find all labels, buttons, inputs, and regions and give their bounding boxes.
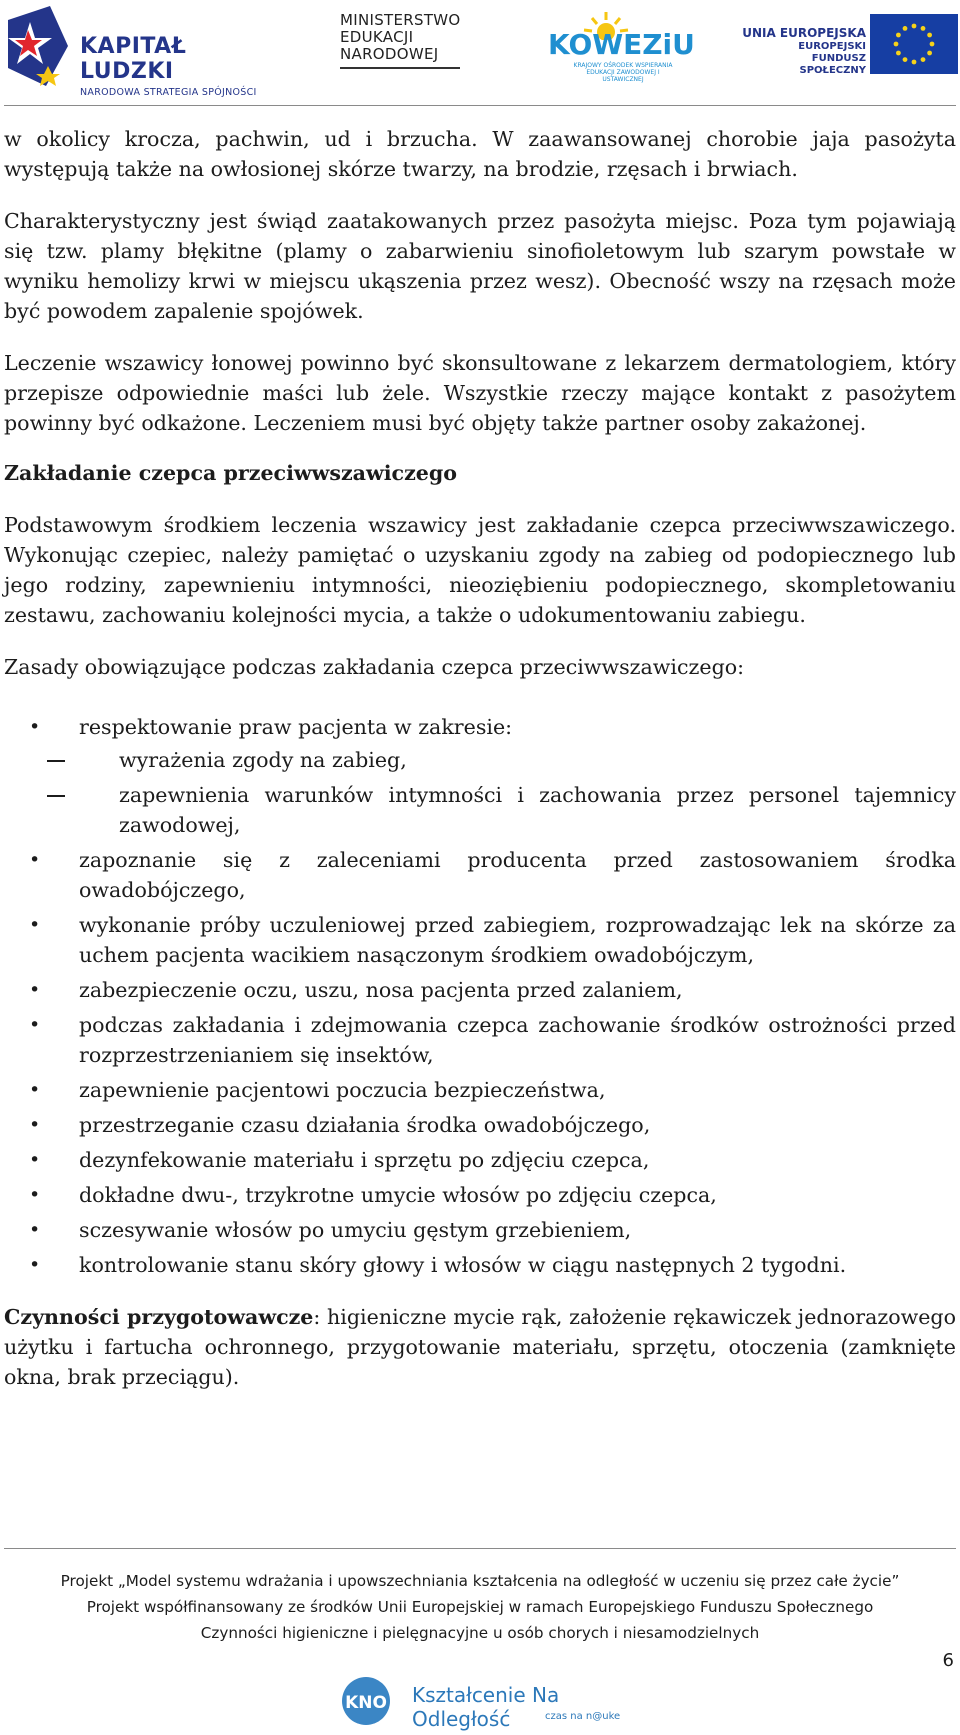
paragraph-treatment: Leczenie wszawicy łonowej powinno być skonsultowane z lekarzem dermatologiem, który przepisze odpowiednie maści lub żele. Wszystkie rzeczy mające kontakt z pasożytem powinny być odkażone. Leczeniem musi być objęty także partner osoby zakażonej. <box>4 351 956 435</box>
eu-line-3: FUNDUSZ SPOŁECZNY <box>799 53 866 76</box>
list-item <box>4 712 956 840</box>
kno-subtitle: czas na n@uke <box>545 1711 621 1722</box>
document-body <box>4 124 956 1392</box>
rules-list <box>4 712 956 1280</box>
footer-divider <box>4 1548 956 1549</box>
sublist-item: wyrażenia zgody na zabieg, <box>77 745 956 775</box>
ministerstwo-emblem-rule <box>340 67 460 69</box>
list-item: • przestrzeganie czasu działania środka owadobójczego, <box>4 1110 956 1140</box>
list-item: • podczas zakładania i zdejmowania czepca zachowanie środków ostrożności przed rozprzestrzenianiem się insektów, <box>4 1010 956 1070</box>
list-item: • dokładne dwu-, trzykrotne umycie włosów po zdjęciu czepca, <box>4 1180 956 1210</box>
eu-logo <box>742 14 958 80</box>
ministerstwo-line-3: NARODOWEJ <box>340 45 439 63</box>
ksztalcenie-na-odleglosc-logo <box>340 1675 630 1730</box>
list-item: • zabezpieczenie oczu, uszu, nosa pacjenta przed zalaniem, <box>4 975 956 1005</box>
preparation-text: : higieniczne mycie rąk, założenie rękawiczek jednorazowego użytku i fartucha ochronnego, przygotowanie materiału, sprzętu, otoczenia (zamknięte okna, brak przeciągu). <box>4 1305 956 1389</box>
eu-line-2: EUROPEJSKI <box>798 41 866 52</box>
section-heading: Zakładanie czepca przeciwwszawiczego <box>4 461 458 485</box>
footer-project-line: Projekt „Model systemu wdrażania i upowszechniania kształcenia na odległość w uczeniu się przez całe życie” <box>60 1572 900 1590</box>
kowezu-subtitle: KRAJOWY OŚRODEK WSPIERANIA EDUKACJI ZAWODOWEJ I USTAWICZNEJ <box>573 62 673 83</box>
eu-line-1: UNIA EUROPEJSKA <box>742 26 866 40</box>
paragraph-cap-intro: Podstawowym środkiem leczenia wszawicy jest zakładanie czepca przeciwwszawiczego. Wykonując czepiec, należy pamiętać o uzyskaniu zgody na zabieg od podopiecznego lub jego rodziny, zapewnieniu intymności, nieoziębieniu podopiecznego, skompletowaniu zestawu, zachowaniu kolejności mycia, a także o udokumentowaniu zabiegu. <box>4 513 956 627</box>
preparation-label: Czynności przygotowawcze <box>4 1305 314 1329</box>
kowezu-logo <box>548 10 695 85</box>
rights-sublist <box>79 745 956 840</box>
ministerstwo-line-1: MINISTERSTWO <box>340 11 461 29</box>
kno-title: Kształcenie Na Odległość <box>412 1683 560 1731</box>
ministerstwo-line-2: EDUKACJI <box>340 28 414 46</box>
paragraph-symptoms-itch: Charakterystyczny jest świąd zaatakowanych przez pasożyta miejsc. Poza tym pojawiają się tzw. plamy błękitne (plamy o zabarwieniu sinofioletowym lub szarym powstałe w wyniku hemolizy krwi w miejscu ukąszenia przez wesz). Obecność wszy na rzęsach może być powodem zapalenie spojówek. <box>4 209 956 323</box>
paragraph-rules-intro: Zasady obowiązujące podczas zakładania czepca przeciwwszawiczego: <box>4 655 745 679</box>
list-item: • dezynfekowanie materiału i sprzętu po zdjęciu czepca, <box>4 1145 956 1175</box>
paragraph-preparation <box>4 1302 956 1392</box>
list-item: • kontrolowanie stanu skóry głowy i włosów w ciągu następnych 2 tygodni. <box>4 1250 956 1280</box>
page-footer <box>4 1568 956 1646</box>
footer-course-line: Czynności higieniczne i pielęgnacyjne u osób chorych i niesamodzielnych <box>200 1624 760 1642</box>
header-divider <box>4 105 956 106</box>
kowezu-name: KOWEZiU <box>548 28 695 61</box>
list-item: • wykonanie próby uczuleniowej przed zabiegiem, rozprowadzając lek na skórze za uchem pacjenta wacikiem nasączonym środkiem owadobójczym, <box>4 910 956 970</box>
kno-globe-icon <box>340 1675 400 1727</box>
list-item: • sczesywanie włosów po umyciu gęstym grzebieniem, <box>4 1215 956 1245</box>
svg-text:KNO: KNO <box>345 1693 387 1713</box>
list-item: • zapewnienie pacjentowi poczucia bezpieczeństwa, <box>4 1075 956 1105</box>
kapital-ludzki-subtitle: NARODOWA STRATEGIA SPÓJNOŚCI <box>80 87 257 98</box>
footer-funding-line: Projekt współfinansowany ze środków Unii Europejskiej w ramach Europejskiego Funduszu Społecznego <box>86 1598 874 1616</box>
eu-flag-icon <box>870 14 958 74</box>
list-item: • zapoznanie się z zaleceniami producenta przed zastosowaniem środka owadobójczego, <box>4 845 956 905</box>
ministerstwo-logo <box>340 12 480 82</box>
kapital-ludzki-title: KAPITAŁ LUDZKI <box>80 34 187 84</box>
page-header <box>0 0 960 98</box>
kapital-ludzki-star-icon <box>8 6 68 86</box>
list-item-text: respektowanie praw pacjenta w zakresie: <box>79 715 513 739</box>
page-number: 6 <box>942 1650 954 1671</box>
kapital-ludzki-logo <box>8 6 258 98</box>
sublist-item: zapewnienia warunków intymności i zachowania przez personel tajemnicy zawodowej, <box>77 780 956 840</box>
paragraph-symptoms-location: w okolicy krocza, pachwin, ud i brzucha. W zaawansowanej chorobie jaja pasożyta występują także na owłosionej skórze twarzy, na brodzie, rzęsach i brwiach. <box>4 127 956 181</box>
